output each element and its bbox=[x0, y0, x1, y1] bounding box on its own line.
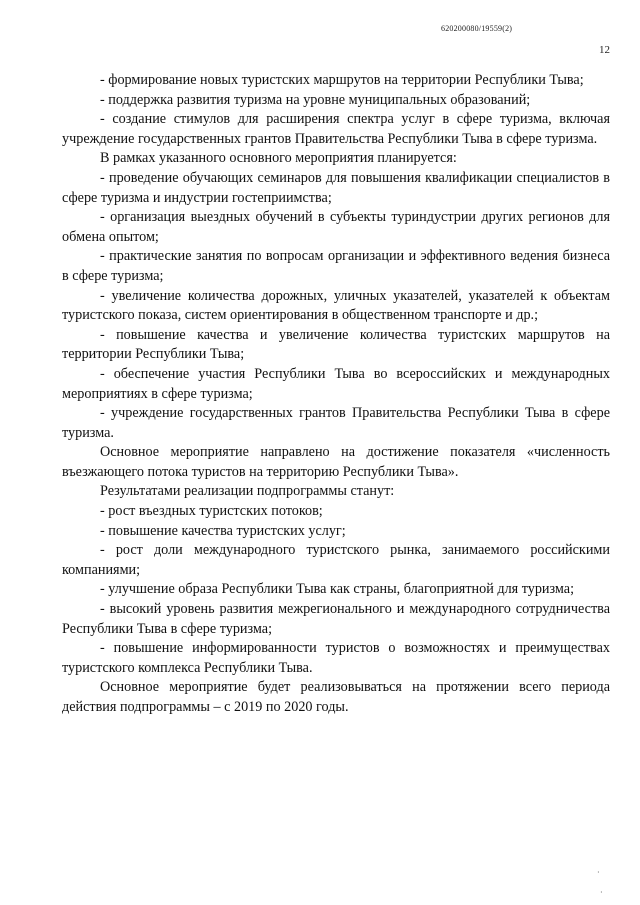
paragraph: - рост въездных туристских потоков; bbox=[100, 503, 323, 520]
scan-speck: · bbox=[600, 888, 603, 897]
paragraph: - повышение информированности туристов о возможностях и преимуществах туристского комплекса Республики Тыва. bbox=[62, 640, 610, 676]
paragraph: - поддержка развития туризма на уровне муниципальных образований; bbox=[100, 91, 531, 108]
page-number: 12 bbox=[599, 44, 610, 56]
paragraph: Основное мероприятие направлено на достижение показателя «численность въезжающего потока туристов на территорию Республики Тыва». bbox=[62, 444, 610, 480]
paragraph: В рамках указанного основного мероприятия планируется: bbox=[100, 150, 457, 167]
paragraph: - высокий уровень развития межрегионального и международного сотрудничества Республики Тыва в сфере туризма; bbox=[62, 601, 610, 637]
scan-speck: · bbox=[597, 868, 600, 877]
paragraph: - рост доли международного туристского рынка, занимаемого российскими компаниями; bbox=[62, 542, 610, 578]
paragraph: Основное мероприятие будет реализовываться на протяжении всего периода действия подпрограммы – с 2019 по 2020 годы. bbox=[62, 679, 610, 715]
document-id: 620200080/19559(2) bbox=[441, 24, 513, 33]
paragraph: - формирование новых туристских маршрутов на территории Республики Тыва; bbox=[100, 72, 584, 88]
paragraph: - создание стимулов для расширения спектра услуг в сфере туризма, включая учреждение государственных грантов Правительства Республики Тыва в сфере туризма. bbox=[62, 111, 610, 147]
paragraph: - практические занятия по вопросам организации и эффективного ведения бизнеса в сфере туризма; bbox=[62, 248, 610, 284]
paragraph: Результатами реализации подпрограммы станут: bbox=[100, 483, 395, 500]
paragraph: - повышение качества туристских услуг; bbox=[100, 522, 346, 539]
paragraph: - организация выездных обучений в субъекты туриндустрии других регионов для обмена опытом; bbox=[62, 209, 610, 245]
paragraph: - увеличение количества дорожных, уличных указателей, указателей к объектам туристского показа, систем ориентирования в общественном транспорте и др.; bbox=[62, 287, 610, 324]
document-body bbox=[62, 71, 610, 718]
paragraph: - обеспечение участия Республики Тыва во всероссийских и международных мероприятиях в сфере туризма; bbox=[62, 365, 610, 402]
paragraph: - улучшение образа Республики Тыва как страны, благоприятной для туризма; bbox=[100, 581, 575, 598]
paragraph: - учреждение государственных грантов Правительства Республики Тыва в сфере туризма. bbox=[62, 405, 610, 441]
paragraph: - проведение обучающих семинаров для повышения квалификации специалистов в сфере туризма и индустрии гостеприимства; bbox=[62, 169, 610, 206]
paragraph: - повышение качества и увеличение количества туристских маршрутов на территории Республики Тыва; bbox=[62, 326, 610, 363]
